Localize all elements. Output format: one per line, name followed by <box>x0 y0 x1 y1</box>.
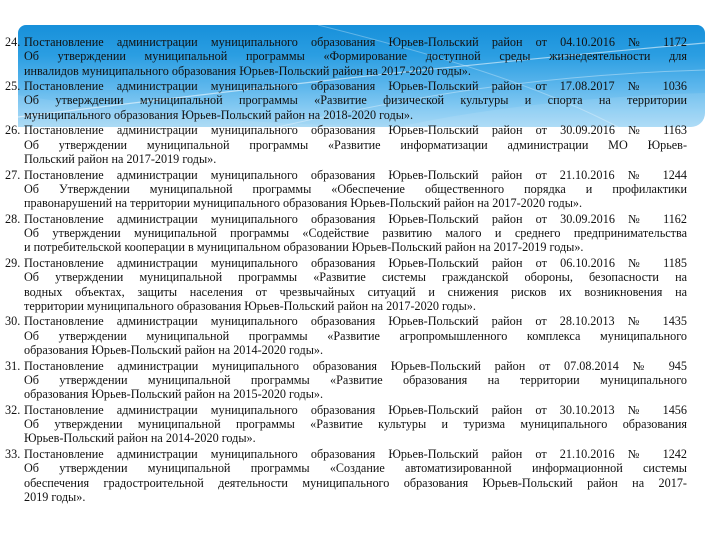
item-line: Об утверждении муниципальной программы «Развитие образования на территории муниципального <box>24 372 687 387</box>
item-line: Об утверждении муниципальной программы «Развитие агропромышленного комплекса муниципального <box>24 328 687 343</box>
item-number: 29. <box>5 255 21 270</box>
item-line: Об утверждении муниципальной программы «Развитие системы гражданской обороны, безопасности на <box>24 270 687 285</box>
item-line: Постановление администрации муниципального образования Юрьев-Польский район от 17.08.2017 № 1036 <box>24 79 687 94</box>
item-text <box>24 256 687 313</box>
resolution-list <box>5 35 687 505</box>
item-text <box>24 123 687 166</box>
item-text <box>24 35 687 78</box>
item-line: обеспечения градостроительной деятельности муниципального образования Юрьев-Польский район на 2017- <box>24 475 687 490</box>
item-number: 25. <box>5 79 21 94</box>
list-item <box>5 403 687 446</box>
item-line: Постановление администрации муниципального образования Юрьев-Польский район от 21.10.2016 № 1242 <box>24 446 687 461</box>
item-text <box>24 168 687 211</box>
item-text <box>24 212 687 255</box>
list-item <box>5 314 687 357</box>
list-item <box>5 359 687 402</box>
list-item <box>5 212 687 255</box>
item-line: Юрьев-Польский район на 2014-2020 годы». <box>24 431 256 446</box>
item-line: Об утверждении муниципальной программы «Содействие развитию малого и среднего предпринимательства <box>24 226 687 241</box>
item-line: Постановление администрации муниципального образования Юрьев-Польский район от 30.09.2016 № 1163 <box>24 123 687 138</box>
item-line: Постановление администрации муниципального образования Юрьев-Польский район от 07.08.2014 № 945 <box>24 358 687 373</box>
item-line: Об Утверждении муниципальной программы «Обеспечение общественного порядка и профилактики <box>24 181 687 196</box>
item-text <box>24 359 687 402</box>
item-line: Об утверждении муниципальной программы «Формирование доступной среды жизнедеятельности для <box>24 49 687 64</box>
item-line: Постановление администрации муниципального образования Юрьев-Польский район от 21.10.2016 № 1244 <box>24 167 687 182</box>
item-line: образования Юрьев-Польский район на 2014-2020 годы». <box>24 343 324 358</box>
item-line: муниципального образования Юрьев-Польский район на 2018-2020 годы». <box>24 107 414 122</box>
item-text <box>24 403 687 446</box>
list-item <box>5 123 687 166</box>
item-number: 28. <box>5 211 21 226</box>
item-line: Постановление администрации муниципального образования Юрьев-Польский район от 28.10.2013 № 1435 <box>24 314 687 329</box>
item-line: Постановление администрации муниципального образования Юрьев-Польский район от 30.10.2013 № 1456 <box>24 402 687 417</box>
list-item <box>5 256 687 313</box>
item-line: Постановление администрации муниципального образования Юрьев-Польский район от 30.09.2016 № 1162 <box>24 211 687 226</box>
item-number: 26. <box>5 123 21 138</box>
item-line: образования Юрьев-Польский район на 2015-2020 годы». <box>24 387 324 402</box>
item-line: правонарушений на территории муниципального образования Юрьев-Польский район на 2017-2020 годы». <box>24 196 583 211</box>
item-line: территории муниципального образования Юрьев-Польский район на 2017-2020 годы». <box>24 298 476 313</box>
list-item <box>5 79 687 122</box>
list-item <box>5 35 687 78</box>
item-number: 24. <box>5 35 21 49</box>
item-line: инвалидов муниципального образования Юрьев-Польский район на 2017-2020 годы». <box>24 63 471 78</box>
item-line: Польский район на 2017-2019 годы». <box>24 151 217 166</box>
item-text <box>24 79 687 122</box>
item-line: Об утверждении муниципальной программы «Развитие информатизации администрации МО Юрьев- <box>24 137 687 152</box>
item-line: Постановление администрации муниципального образования Юрьев-Польский район от 06.10.2016 № 1185 <box>24 255 687 270</box>
item-number: 27. <box>5 167 21 182</box>
item-line: Об утверждении муниципальной программы «Развитие культуры и туризма муниципального образования <box>24 417 687 432</box>
item-text <box>24 447 687 504</box>
item-number: 30. <box>5 314 21 329</box>
item-line: водных объектах, защиты населения от чрезвычайных ситуаций и снижения рисков их возникновения на <box>24 284 687 299</box>
list-item <box>5 447 687 504</box>
item-number: 32. <box>5 402 21 417</box>
item-line: Постановление администрации муниципального образования Юрьев-Польский район от 04.10.2016 № 1172 <box>24 35 687 49</box>
item-line: 2019 годы». <box>24 489 86 504</box>
item-line: Об утверждении муниципальной программы «Создание автоматизированной информационной системы <box>24 461 687 476</box>
item-text <box>24 314 687 357</box>
item-line: Об утверждении муниципальной программы «Развитие физической культуры и спорта на территории <box>24 93 687 108</box>
list-item <box>5 168 687 211</box>
item-number: 31. <box>5 358 21 373</box>
item-number: 33. <box>5 446 21 461</box>
item-line: и потребительской кооперации в муниципальном образовании Юрьев-Польский район на 2017-2019 годы». <box>24 240 584 255</box>
